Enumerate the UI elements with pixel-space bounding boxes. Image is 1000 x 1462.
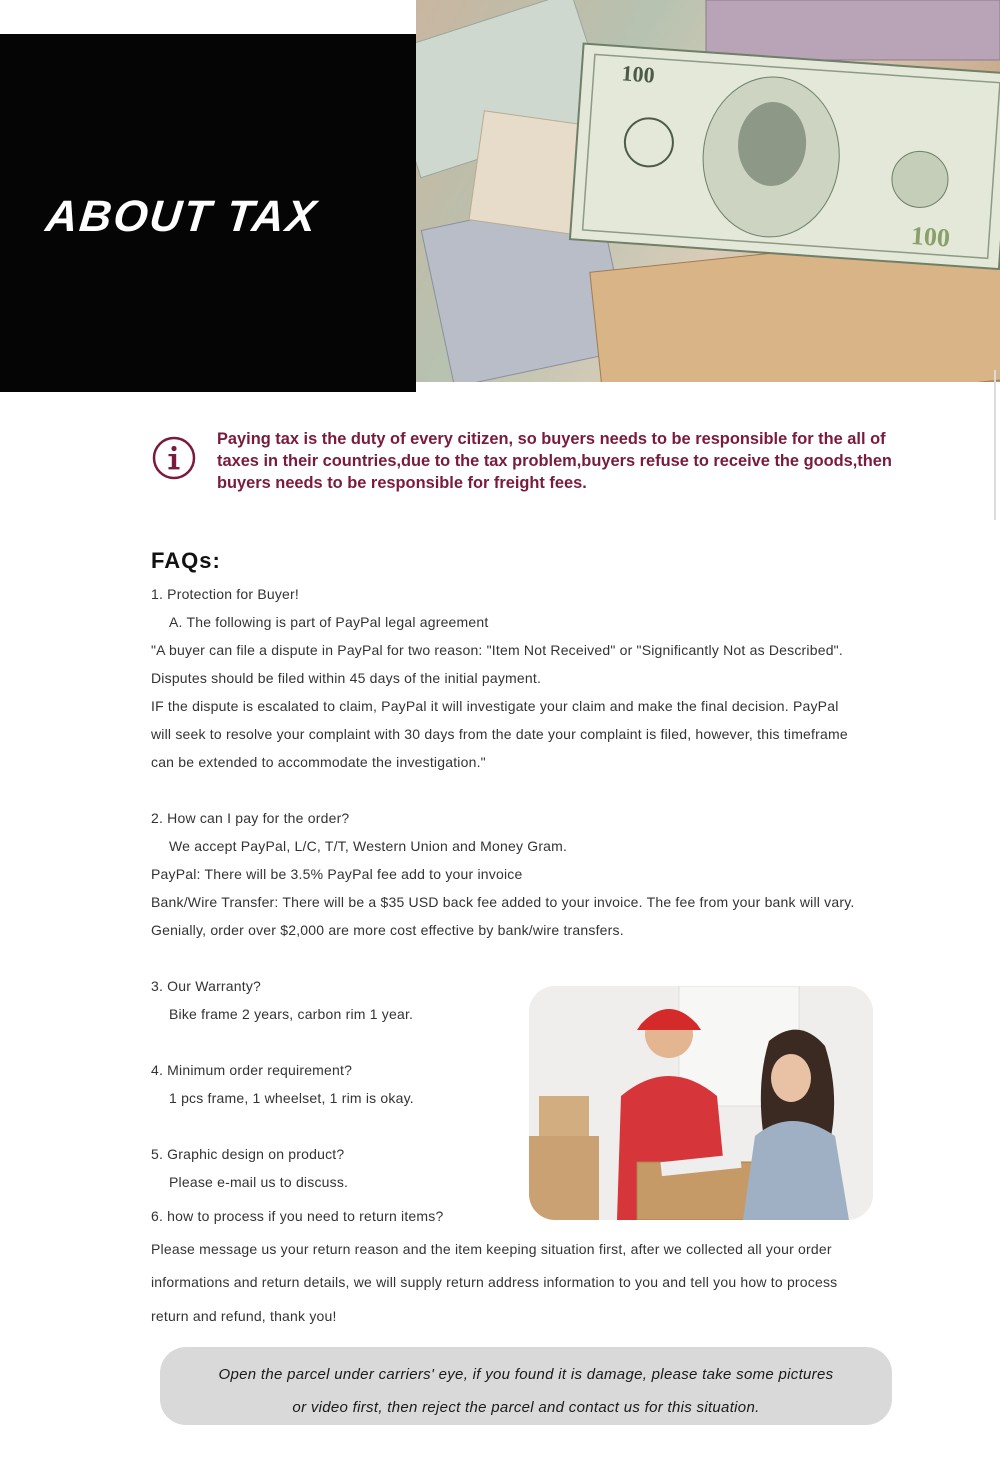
faq-question: 5. Graphic design on product? xyxy=(151,1146,345,1162)
faq-question: 1. Protection for Buyer! xyxy=(151,586,299,602)
banknotes-image xyxy=(416,0,1000,382)
faq-text: IF the dispute is escalated to claim, PayPal it will investigate your claim and make the final decision. PayPal xyxy=(151,698,839,714)
tax-notice-text: Paying tax is the duty of every citizen, so buyers needs to be responsible for the all of taxes in their countries,due to the tax problem,buyers refuse to receive the goods,then buyers needs to be responsible for freight fees. xyxy=(217,430,892,492)
faq-question: 4. Minimum order requirement? xyxy=(151,1062,353,1078)
faq-question: 2. How can I pay for the order? xyxy=(151,810,350,826)
parcel-notice-text xyxy=(160,1358,892,1424)
faq-answer: Please e-mail us to discuss. xyxy=(169,1174,349,1190)
faq-answer: A. The following is part of PayPal legal agreement xyxy=(169,614,489,630)
faq-text: Genially, order over $2,000 are more cost effective by bank/wire transfers. xyxy=(151,922,624,938)
hero-banner xyxy=(0,0,1000,392)
delivery-photo xyxy=(529,986,873,1220)
faq-text: Please message us your return reason and the item keeping situation first, after we collected all your order xyxy=(151,1241,832,1257)
faq-question: 6. how to process if you need to return items? xyxy=(151,1208,444,1224)
faq-heading: FAQs: xyxy=(151,548,221,573)
faq-answer: 1 pcs frame, 1 wheelset, 1 rim is okay. xyxy=(169,1090,414,1106)
parcel-notice xyxy=(160,1347,892,1425)
faq-text: will seek to resolve your complaint with 30 days from the date your complaint is filed, however, this timeframe xyxy=(151,726,848,742)
parcel-notice-line: Open the parcel under carriers' eye, if you found it is damage, please take some pictures xyxy=(218,1366,834,1383)
parcel-notice-line: or video first, then reject the parcel and contact us for this situation. xyxy=(292,1399,760,1416)
faq-text: informations and return details, we will supply return address information to you and tell you how to process xyxy=(151,1274,838,1290)
page-title: ABOUT TAX xyxy=(43,192,321,241)
faq-text: return and refund, thank you! xyxy=(151,1308,337,1324)
faq-text: "A buyer can file a dispute in PayPal for two reason: "Item Not Received" or "Significantly Not as Described". xyxy=(151,642,843,658)
info-icon xyxy=(152,436,196,480)
faq-text: Bank/Wire Transfer: There will be a $35 USD back fee added to your invoice. The fee from your bank will vary. xyxy=(151,894,855,910)
faq-answer: We accept PayPal, L/C, T/T, Western Union and Money Gram. xyxy=(169,838,568,854)
divider xyxy=(994,370,996,520)
svg-text:100: 100 xyxy=(910,220,951,253)
faq-text: can be extended to accommodate the investigation." xyxy=(151,754,486,770)
faq-text: Disputes should be filed within 45 days of the initial payment. xyxy=(151,670,542,686)
svg-text:100: 100 xyxy=(620,60,656,88)
faq-answer: Bike frame 2 years, carbon rim 1 year. xyxy=(169,1006,414,1022)
faq-text: PayPal: There will be 3.5% PayPal fee add to your invoice xyxy=(151,866,523,882)
faq-question: 3. Our Warranty? xyxy=(151,978,262,994)
